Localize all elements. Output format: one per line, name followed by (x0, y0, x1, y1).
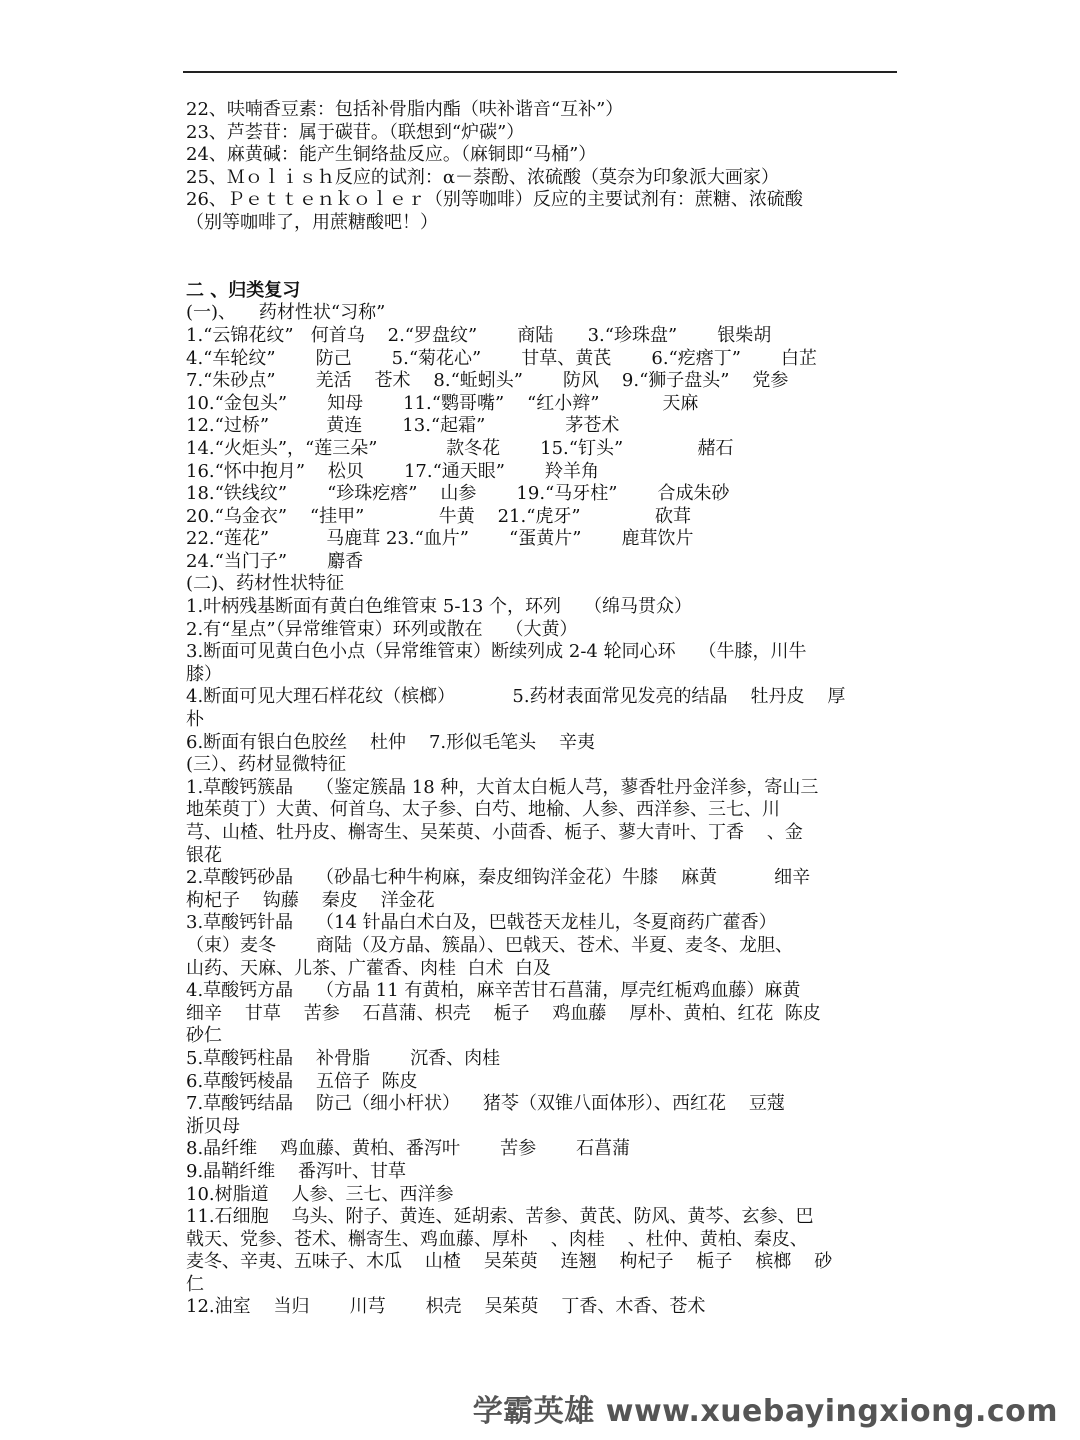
text-line: 9.晶鞘纤维 番泻叶、甘草 (186, 1160, 407, 1182)
text-line: 22、呋喃香豆素：包括补骨脂内酯（呋补谐音“互补”） (186, 99, 624, 120)
text-line: 14.“火炬头”，“莲三朵” 款冬花 15.“钉头” 赭石 (186, 437, 734, 459)
text-line: 银花 (186, 844, 222, 866)
text-line: 8.晶纤维 鸡血藤、黄柏、番泻叶 苦参 石菖蒲 (186, 1138, 631, 1160)
text-line: 10.“金包头” 知母 11.“鹦哥嘴” “红小辫” 天麻 (186, 392, 699, 414)
text-line: 细辛 甘草 苦参 石菖蒲、枳壳 栀子 鸡血藤 厚朴、黄柏、红花 陈皮 (186, 1002, 821, 1024)
section-content (186, 302, 906, 1319)
text-line: (三）、药材显微特征 (186, 754, 347, 776)
text-line: 22.“莲花” 马鹿茸 23.“血片” “蛋黄片” 鹿茸饮片 (186, 528, 694, 550)
text-line: 山药、天麻、儿茶、广藿香、肉桂 白术 白及 (186, 957, 551, 979)
section-heading: 二 、归类复习 (186, 279, 301, 301)
text-line: 朴 (186, 709, 204, 731)
text-line: （束）麦冬 商陆（及方晶、簇晶）、巴戟天、苍术、半夏、麦冬、龙胆、 (186, 934, 794, 956)
text-line: 16.“怀中抱月” 松贝 17.“通天眼” 羚羊角 (186, 460, 600, 482)
text-line: 6.断面有银白色胶丝 杜仲 7.形似毛笔头 辛夷 (186, 731, 596, 753)
text-line: 4.“车轮纹” 防己 5.“菊花心” 甘草、黄芪 6.“疙瘩丁” 白芷 (186, 347, 817, 369)
text-line: 5.草酸钙柱晶 补骨脂 沉香、肉桂 (186, 1047, 501, 1069)
text-line: 3.断面可见黄白色小点（异常维管束）断续列成 2-4 轮同心环 （牛膝，川牛 (186, 641, 807, 663)
site-watermark: 学霸英雄 www.xuebayingxiong.com (472, 1394, 1058, 1429)
text-line: 1.“云锦花纹” 何首乌 2.“罗盘纹” 商陆 3.“珍珠盘” 银柴胡 (186, 324, 772, 346)
text-line: 4.断面可见大理石样花纹（槟榔） 5.药材表面常见发亮的结晶 牡丹皮 厚 (186, 686, 846, 708)
document-body (186, 99, 906, 1319)
text-line: 11.石细胞 乌头、附子、黄连、延胡索、苦参、黄芪、防风、黄芩、玄参、巴 (186, 1206, 814, 1228)
text-line: 12.“过桥” 黄连 13.“起霜” 茅苍术 (186, 415, 620, 437)
text-line: 浙贝母 (186, 1115, 240, 1137)
header-rule (183, 71, 897, 73)
text-line: 7.“朱砂点” 羌活 苍术 8.“蚯蚓头” 防风 9.“狮子盘头” 党参 (186, 370, 789, 392)
text-line: 4.草酸钙方晶 （方晶 11 有黄柏，麻辛苦甘石菖蒲，厚壳红栀鸡血藤）麻黄 (186, 980, 801, 1002)
text-line: 1.叶柄残基断面有黄白色维管束 5-13 个，环列 （绵马贯众） (186, 596, 692, 618)
text-line: （别等咖啡了，用蔗糖酸吧！） (186, 211, 438, 233)
text-line: 芎、山楂、牡丹皮、槲寄生、吴茱萸、小茴香、栀子、蓼大青叶、丁香 、金 (186, 822, 803, 843)
spacer (186, 235, 906, 258)
text-line: 12.油室 当归 川芎 枳壳 吴茱萸 丁香、木香、苍术 (186, 1296, 706, 1318)
text-line: 7.草酸钙结晶 防己（细小杆状） 猪苓（双锥八面体形）、西红花 豆蔻 (186, 1093, 785, 1115)
text-line: 仁 (186, 1273, 204, 1295)
text-line: 26、Ｐｅｔｔｅｎｋｏｌｅｒ（别等咖啡）反应的主要试剂有：蔗糖、浓硫酸 (186, 189, 803, 211)
text-line: 20.“乌金衣” “挂甲” 牛黄 21.“虎牙” 砍茸 (186, 505, 692, 527)
text-line: 3.草酸钙针晶 （14 针晶白术白及，巴戟苍天龙桂儿，冬夏商药广藿香） (186, 912, 777, 934)
text-line: 24.“当门子” 麝香 (186, 550, 364, 572)
text-line: 6.草酸钙棱晶 五倍子 陈皮 (186, 1070, 418, 1092)
text-line: 23、芦荟苷：属于碳苷。（联想到“炉碳”） (186, 121, 525, 143)
text-line: 戟天、党参、苍术、槲寄生、鸡血藤、厚朴 、肉桂 、杜仲、黄柏、秦皮、 (186, 1228, 808, 1250)
spacer (186, 257, 906, 280)
text-line: 25、Ｍｏｌｉｓｈ反应的试剂：α－萘酚、浓硫酸（莫奈为印象派大画家） (186, 166, 780, 188)
text-line: 24、麻黄碱：能产生铜络盐反应。（麻铜即“马桶”） (186, 144, 597, 166)
text-line: 18.“铁线纹” “珍珠疙瘩” 山参 19.“马牙柱” 合成朱砂 (186, 483, 730, 505)
text-line: 1.草酸钙簇晶 （鉴定簇晶 18 种，大首太白栀人芎，蓼香牡丹金洋参，寄山三 (186, 776, 819, 798)
text-line: 砂仁 (186, 1025, 222, 1047)
text-line: (二)、药材性状特征 (186, 573, 345, 595)
text-line: 膝） (186, 663, 222, 685)
text-line: 2.有“星点”（异常维管束）环列或散在 （大黄） (186, 618, 578, 640)
text-line: 枸杞子 钩藤 秦皮 洋金花 (186, 889, 435, 911)
text-line: (一)、 药材性状“习称” (186, 302, 386, 324)
text-line: 麦冬、辛夷、五味子、木瓜 山楂 吴茱萸 连翘 枸杞子 栀子 槟榔 砂 (186, 1251, 833, 1273)
text-line: 10.树脂道 人参、三七、西洋参 (186, 1183, 454, 1205)
text-line: 2.草酸钙砂晶 （砂晶七种牛枸麻，秦皮细钩洋金花）牛膝 麻黄 细辛 (186, 867, 811, 889)
text-line: 地茱萸丁）大黄、何首乌、太子参、白芍、地榆、人参、西洋参、三七、川 (186, 799, 780, 821)
